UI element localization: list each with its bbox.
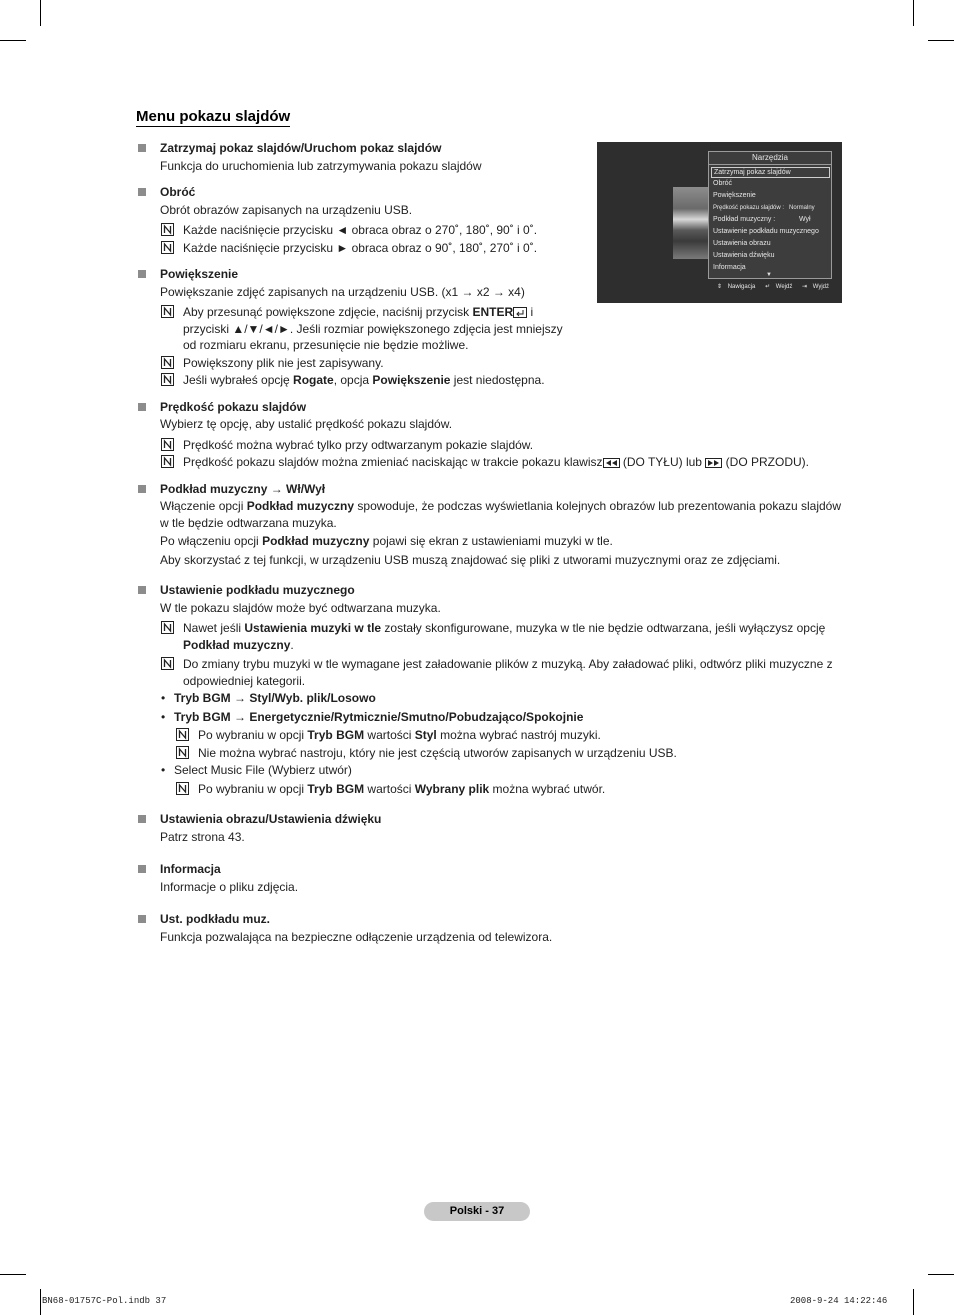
note-icon	[161, 305, 174, 318]
rewind-icon	[603, 458, 620, 468]
square-bullet-icon	[138, 586, 146, 594]
exit-hint: ⇥ Wyjdź	[802, 284, 829, 290]
tools-item-speed-label: Prędkość pokazu slajdów :	[713, 205, 785, 211]
section-music-settings: Ustawienie podkładu muzycznego W tle pokazu slajdów może być odtwarzana muzyka. Nawet jeśli Ustawienia muzyki w tle zostały skonfigurowane, muzyka w tle nie będzie odtwarzana, jeśli wyłączysz opcję Podkład muzyczny. Do zmiany trybu muzyki w tle wymagane jest załadowanie plików z muzyką. Aby załadować pliki, odtwórz pliki muzyczne z odpowiedniej kategorii. • Tryb BGM → Styl/Wyb. plik/Losowo • Tryb BGM → Energetycznie/Rytmicznie/Smutno/Pobudzająco/Spokojnie Po wybraniu w opcji Tryb BGM wartości Styl można wybrać nastrój muzyki. Nie można wybrać nastroju, który nie jest częścią utworów zapisanych w urządzeniu USB. • Select Music File (Wybierz utwór) Po wybraniu w opcji Tryb BGM wartości Wybrany plik można wybrać utwór.	[136, 582, 846, 797]
crop-mark	[40, 0, 41, 26]
note-icon	[161, 241, 174, 254]
note-icon	[176, 782, 189, 795]
crop-mark	[928, 40, 954, 41]
note-icon	[161, 621, 174, 634]
tools-item-stop-slideshow[interactable]: Zatrzymaj pokaz slajdów	[711, 167, 830, 178]
page-number: Polski - 37	[424, 1202, 530, 1221]
square-bullet-icon	[138, 144, 146, 152]
scroll-down-icon[interactable]: ▼	[766, 272, 772, 278]
tools-item-zoom[interactable]: Powiększenie	[713, 192, 756, 199]
crop-mark	[0, 1274, 26, 1275]
enter-icon: ↵	[765, 284, 771, 290]
dot-bullet-icon: •	[161, 691, 166, 705]
tools-item-speed-value: Normalny	[789, 205, 815, 211]
section-picture-sound: Ustawienia obrazu/Ustawienia dźwięku Patrz strona 43.	[136, 811, 846, 845]
crop-mark	[40, 1289, 41, 1315]
section-speed: Prędkość pokazu slajdów Wybierz tę opcję, aby ustalić prędkość pokazu slajdów. Prędkość można wybrać tylko przy odtwarzanym pokazie slajdów. Prędkość pokazu slajdów można zmieniać naciskając w trakcie pokazu klawisz (DO TYŁU) lub (DO PRZODU).	[136, 399, 846, 471]
note-icon	[176, 746, 189, 759]
note-icon	[176, 728, 189, 741]
updown-icon: ⇕	[717, 284, 723, 290]
square-bullet-icon	[138, 485, 146, 493]
note-icon	[161, 223, 174, 236]
tools-item-music-value: Wył	[799, 216, 811, 223]
section-title: Menu pokazu slajdów	[136, 108, 291, 125]
dot-bullet-icon: •	[161, 763, 166, 777]
tools-menu-title: Narzędzia	[751, 153, 788, 162]
square-bullet-icon	[138, 403, 146, 411]
section-rotate: Obróć Obrót obrazów zapisanych na urządzeniu USB. Każde naciśnięcie przycisku ◄ obraca obraz o 270˚, 180˚, 90˚ i 0˚. Każde naciśnięcie przycisku ► obraca obraz o 90˚, 180˚, 270˚ i 0˚.	[136, 184, 846, 256]
tools-item-sound-settings[interactable]: Ustawienia dźwięku	[713, 252, 775, 259]
square-bullet-icon	[138, 188, 146, 196]
enter-icon	[513, 307, 527, 318]
note-icon	[161, 455, 174, 468]
section-zoom: Powiększenie Powiększanie zdjęć zapisanych na urządzeniu USB. (x1 → x2 → x4) Aby przesunąć powiększone zdjęcie, naciśnij przycisk ENTER i przyciski ▲/▼/◄/►. Jeśli rozmiar powiększonego zdjęcia jest mniejszy od rozmiaru ekranu, przesunięcie nie będzie możliwe. Powiększony plik nie jest zapisywany. Jeśli wybrałeś opcję Rogate, opcja Powiększenie jest niedostępna.	[136, 266, 846, 389]
enter-hint: ↵ Wejdź	[765, 284, 793, 290]
tools-item-picture-settings[interactable]: Ustawienia obrazu	[713, 240, 771, 247]
crop-mark	[928, 1274, 954, 1275]
dot-bullet-icon: •	[161, 709, 166, 724]
print-filename: BN68-01757C-Pol.indb 37	[42, 1296, 167, 1306]
crop-mark	[0, 40, 26, 41]
square-bullet-icon	[138, 915, 146, 923]
exit-icon: ⇥	[802, 284, 808, 290]
nav-hint: ⇕ Nawigacja	[717, 284, 756, 290]
square-bullet-icon	[138, 815, 146, 823]
crop-mark	[913, 1289, 914, 1315]
tools-item-music-label: Podkład muzyczny :	[713, 216, 776, 223]
tools-item-information[interactable]: Informacja	[713, 264, 746, 271]
print-timestamp: 2008-9-24 14:22:46	[790, 1296, 888, 1306]
tools-item-rotate[interactable]: Obróć	[713, 180, 733, 187]
square-bullet-icon	[138, 865, 146, 873]
note-icon	[161, 356, 174, 369]
square-bullet-icon	[138, 270, 146, 278]
section-safe-remove: Ust. podkładu muz. Funkcja pozwalająca na bezpieczne odłączenie urządzenia od telewizora.	[136, 911, 846, 945]
crop-mark	[913, 0, 914, 26]
manual-content	[136, 140, 846, 955]
note-icon	[161, 657, 174, 670]
note-icon	[161, 373, 174, 386]
section-background-music: Podkład muzyczny → Wł/Wył Włączenie opcji Podkład muzyczny spowoduje, że podczas wyświetlania kolejnych obrazów lub prezentowania pokazu slajdów w tle będzie odtwarzana muzyka. Po włączeniu opcji Podkład muzyczny pojawi się ekran z ustawieniami muzyki w tle. Aby skorzystać z tej funkcji, w urządzeniu USB muszą znajdować się pliki z utworami muzycznymi oraz ze zdjęciami.	[136, 481, 846, 569]
section-stop-start: Zatrzymaj pokaz slajdów/Uruchom pokaz slajdów Funkcja do uruchomienia lub zatrzymywania pokazu slajdów	[136, 140, 846, 174]
note-icon	[161, 438, 174, 451]
tools-item-music-settings[interactable]: Ustawienie podkładu muzycznego	[713, 228, 819, 235]
section-information: Informacja Informacje o pliku zdjęcia.	[136, 861, 846, 895]
fast-forward-icon	[705, 458, 722, 468]
